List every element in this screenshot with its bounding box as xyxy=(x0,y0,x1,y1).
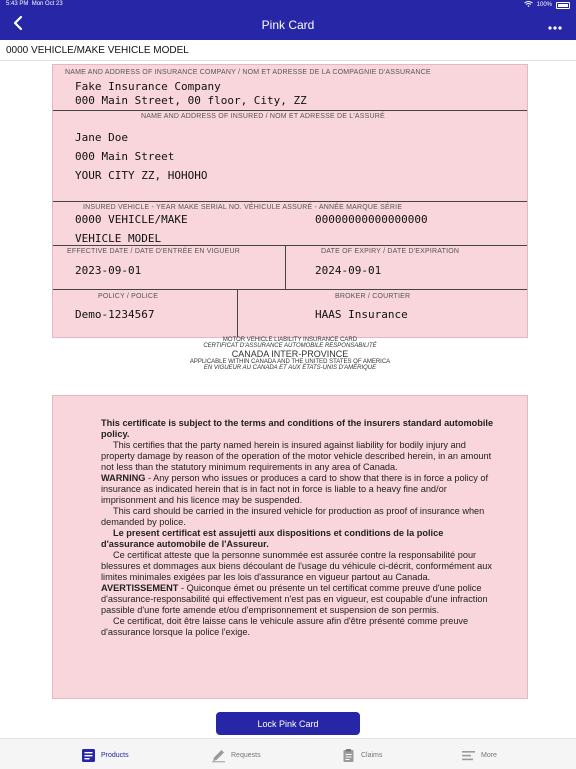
tab-requests[interactable] xyxy=(210,747,261,763)
insured-name: Jane Doe xyxy=(75,131,128,144)
insurer-address: 000 Main Street, 00 floor, City, ZZ xyxy=(75,94,307,107)
tab-requests-label: Requests xyxy=(231,751,261,759)
divider xyxy=(0,60,576,61)
insured-city: YOUR CITY ZZ, HOHOHO xyxy=(75,169,208,182)
effective-label: EFFECTIVE DATE / DATE D'ENTRÉE EN VIGUEUR xyxy=(67,248,241,255)
clipboard-icon xyxy=(340,747,356,763)
vehicle-make: 0000 VEHICLE/MAKE xyxy=(75,213,188,226)
terms-p5: Le present certificat est assujetti aux dispositions et conditions de la police d'assurance automobile de l'Assureur. xyxy=(101,528,444,549)
card-footer-line1: MOTOR VEHICLE LIABILITY INSURANCE CARD xyxy=(222,337,358,343)
insurer-label: NAME AND ADDRESS OF INSURANCE COMPANY / NOM ET ADRESSE DE LA COMPAGNIE D'ASSURANCE xyxy=(65,69,431,76)
ellipsis-icon xyxy=(548,17,562,33)
products-icon xyxy=(80,747,96,763)
menu-lines-icon xyxy=(460,747,476,763)
card-footer-line4: APPLICABLE WITHIN CANADA AND THE UNITED STATES OF AMERICA xyxy=(189,359,391,365)
page-title: Pink Card xyxy=(261,18,315,32)
more-options-button[interactable] xyxy=(542,13,568,37)
insured-label: NAME AND ADDRESS OF INSURED / NOM ET ADRESSE DE L'ASSURÉ xyxy=(141,113,385,120)
tab-claims-label: Claims xyxy=(361,751,383,759)
tab-bar xyxy=(0,738,576,769)
card-footer-line5: EN VIGUEUR AU CANADA ET AUX ÉTATS-UNIS D'AMÉRIQUE xyxy=(203,365,377,371)
vehicle-serial: 00000000000000000 xyxy=(315,213,428,226)
vehicle-header: 0000 VEHICLE/MAKE VEHICLE MODEL xyxy=(6,45,189,56)
battery-icon xyxy=(556,2,570,9)
effective-date: 2023-09-01 xyxy=(75,264,142,277)
expiry-date: 2024-09-01 xyxy=(315,264,382,277)
policy-label: POLICY / POLICE xyxy=(98,293,159,300)
vehicle-model: VEHICLE MODEL xyxy=(75,232,162,245)
insurer-name: Fake Insurance Company xyxy=(75,80,221,93)
nav-bar xyxy=(0,10,576,40)
status-bar xyxy=(0,0,576,10)
tab-products-label: Products xyxy=(101,751,129,759)
terms-p4: This card should be carried in the insured vehicle for production as proof of insurance when demanded by police. xyxy=(101,506,485,527)
broker-label: BROKER / COURTIER xyxy=(335,293,411,300)
card-footer-line2: CERTIFICAT D'ASSURANCE AUTOMOBILE RESPONSABILITÉ xyxy=(203,343,377,349)
status-time-date: 5:43 PM Mon Oct 23 xyxy=(6,1,63,7)
terms-panel xyxy=(52,395,528,699)
battery-percent: 100% xyxy=(536,2,552,8)
expiry-label: DATE OF EXPIRY / DATE D'EXPIRATION xyxy=(321,248,460,255)
wifi-icon xyxy=(524,1,533,9)
pencil-icon xyxy=(210,747,226,763)
tab-claims[interactable] xyxy=(340,747,382,763)
policy-number: Demo-1234567 xyxy=(75,308,155,321)
terms-text xyxy=(101,418,498,638)
terms-p3: WARNING - Any person who issues or produces a card to show that there is in force a policy of insurance as indicated herein that is in fact not in force is liable to a heavy fine and/or imprisonment and his licence may be suspended. xyxy=(101,473,489,505)
card-footer-line3: CANADA INTER-PROVINCE xyxy=(231,349,349,359)
tab-more-label: More xyxy=(481,751,497,759)
tab-more[interactable] xyxy=(460,747,497,763)
insured-street: 000 Main Street xyxy=(75,150,175,163)
broker-name: HAAS Insurance xyxy=(315,308,408,321)
vehicle-label: INSURED VEHICLE - YEAR MAKE SERIAL NO. VÉHICULE ASSURÉ - ANNÉE MARQUE SÉRIE xyxy=(83,204,403,211)
terms-p7: AVERTISSEMENT - Quiconque émet ou présente un tel certificat comme preuve d'une police d'assurance-responsabilité qui effectivement n'est pas en vigueur, est coupable d'une infraction passible d'une forte amende et/ou d'emprisonnement et suspension de son permis. xyxy=(101,583,488,615)
card-footer xyxy=(130,337,450,371)
terms-p8: Ce certificat, doit être laisse cans le vehicule assure afin d'être présenté comme preuve d'assurance lorsque la police l'exige. xyxy=(101,616,469,637)
pink-card xyxy=(52,64,528,338)
lock-pink-card-button[interactable]: Lock Pink Card xyxy=(216,712,360,735)
terms-p1: This certificate is subject to the terms and conditions of the insurers standard automobile policy. xyxy=(101,418,494,439)
terms-p6: Ce certificat atteste que la personne sunommée est assurée contre la responsabilité pour blessures et dommages aux biens découlant de l'usage du véhicule ci-décrit, conformément aux limites minimales exigées par les lois d'assurance en vigueur partout au Canada. xyxy=(101,550,492,582)
terms-p2: This certifies that the party named herein is insured against liability for bodily injury and property damage by reason of the operation of the motor vehicle described herein, in an amount not less than the statutory minimum requirements in any area of Canada. xyxy=(101,440,492,472)
tab-products[interactable] xyxy=(80,747,129,763)
